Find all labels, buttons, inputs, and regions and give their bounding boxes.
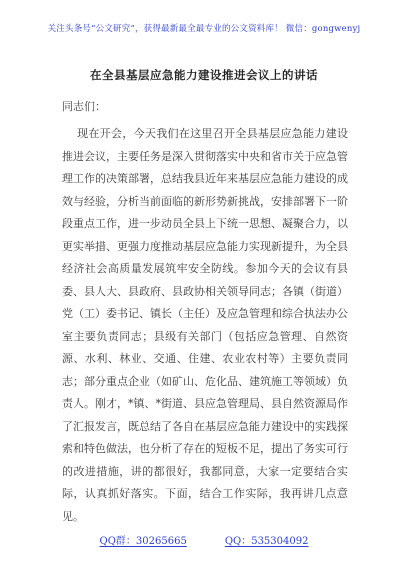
header-promo-note: 关注头条号“公文研究”，获得最新最全最专业的公文资料库！ 微信：gongwenyj	[47, 24, 361, 34]
document-title: 在全县基层应急能力建设推进会议上的讲话	[90, 68, 318, 82]
qq-link[interactable]: QQ：535304092	[224, 536, 309, 547]
body-paragraph: 现在开会，今天我们在这里召开全县基层应急能力建设推进会议，主要任务是深入贯彻落实中央和省市关于应急管理工作的决策部署，总结我县近年来基层应急能力建设的成效与经验，分析当前面临的新形势新挑战，安排部署下一阶段重点工作，进一步动员全县上下统一思想、凝聚合力，以更实举措、更强力度推动基层应急能力实现新提升，为全县经济社会高质量发展筑牢安全防线。参加今天的会议有县委、县人大、县政府、县政协相关领导同志；各镇（街道）党（工）委书记、镇长（主任）及应急管理和综合执法办公室主要负责同志；县级有关部门（包括应急管理、自然资源、水利、林业、交通、住建、农业农村等）主要负责同志；部分重点企业（如矿山、危化品、建筑施工等领域）负责人。刚才，*镇、*街道、县应急管理局、县自然资源局作了汇报发言，既总结了各自在基层应急能力建设中的实践探索和特色做法，也分析了存在的短板不足，提出了务实可行的改进措施，讲的都很好，我都同意，大家一定要结合实际，认真抓好落实。下面，结合工作实际，我再讲几点意见。	[62, 127, 348, 523]
qq-group-link[interactable]: QQ群：30265665	[99, 536, 187, 547]
salutation: 同志们：	[62, 100, 106, 113]
footer-contact	[0, 532, 408, 547]
